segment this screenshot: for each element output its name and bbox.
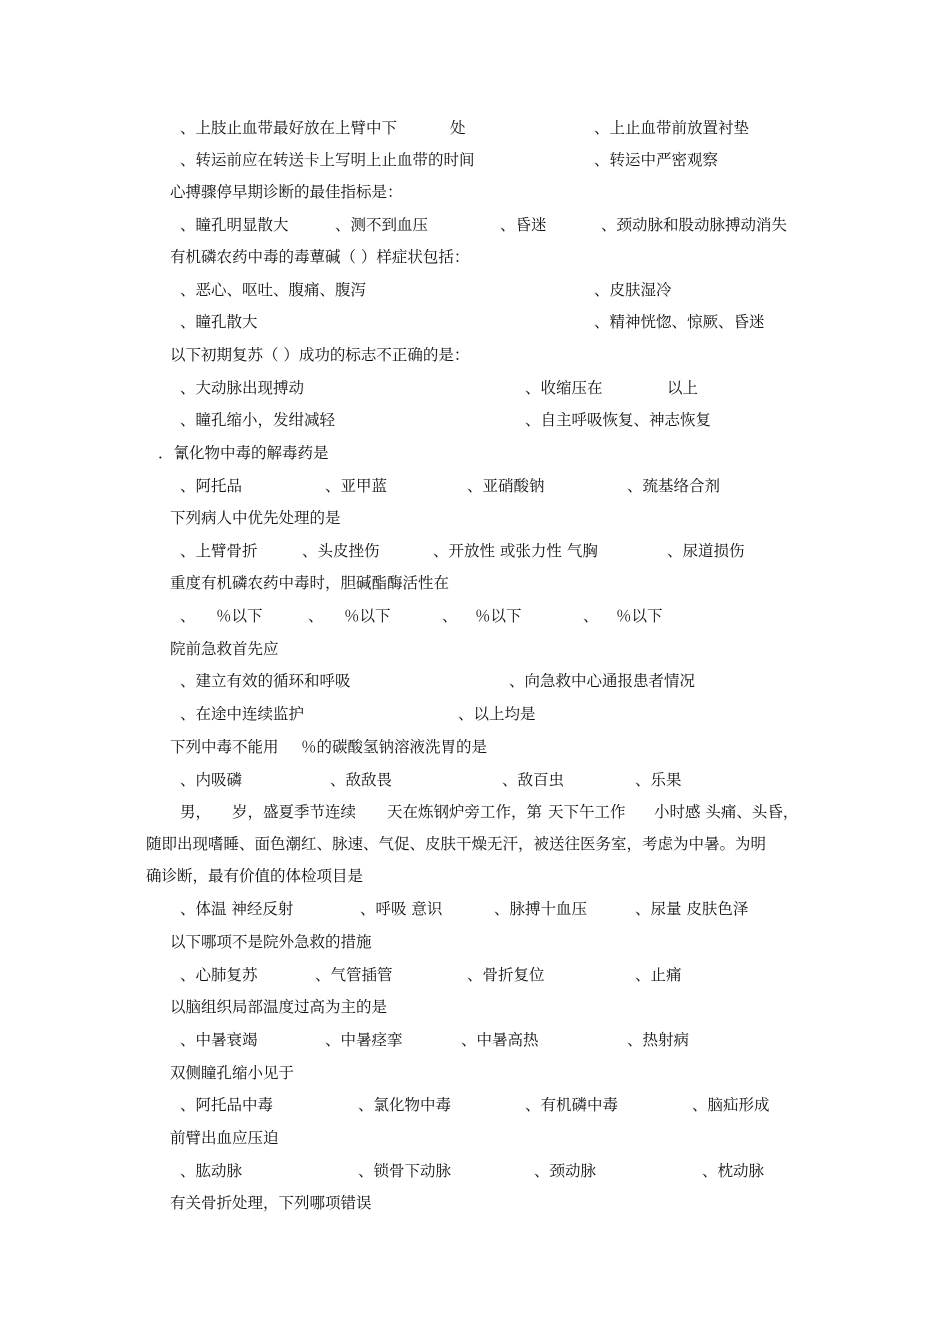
text-segment: 、中暑痉挛 [325, 1031, 403, 1049]
text-segment: 、中暑衰竭 [180, 1031, 258, 1049]
text-segment: 、大动脉出现搏动 [180, 379, 305, 397]
text-segment: 天下午工作 [548, 803, 626, 821]
text-segment: 、气管插管 [315, 966, 393, 984]
text-line [0, 572, 950, 594]
text-segment: 、有机磷中毒 [525, 1096, 619, 1114]
text-line [0, 865, 950, 887]
text-line [0, 377, 950, 399]
text-line [0, 344, 950, 366]
text-line [0, 833, 950, 855]
text-segment: 、肱动脉 [180, 1162, 243, 1180]
text-line [0, 409, 950, 431]
text-segment: ．氰化物中毒的解毒药是 [158, 444, 329, 462]
text-segment: 下列中毒不能用 [170, 738, 279, 756]
text-segment: 、在途中连续监护 [180, 705, 305, 723]
text-line [0, 605, 950, 627]
text-line [0, 1094, 950, 1116]
text-line [0, 1029, 950, 1051]
text-segment: 、乐果 [635, 771, 682, 789]
text-segment: 、阿托品中毒 [180, 1096, 274, 1114]
text-segment: 、瞳孔明显散大 [180, 216, 289, 234]
text-segment: 院前急救首先应 [170, 640, 279, 658]
text-line [0, 964, 950, 986]
text-segment: 下列病人中优先处理的是 [170, 509, 341, 527]
text-segment: 、 [308, 607, 324, 625]
text-segment: 、脑疝形成 [692, 1096, 770, 1114]
text-line [0, 475, 950, 497]
text-segment: 、精神恍惚、惊厥、昏迷 [594, 313, 765, 331]
text-segment: 、上肢止血带最好放在上臂中下 [180, 119, 398, 137]
text-segment: 随即出现嗜睡、面色潮红、脉速、气促、皮肤干燥无汗，被送往医务室，考虑为中暑。为明 [146, 835, 767, 853]
text-segment: 确诊断，最有价值的体检项目是 [146, 867, 364, 885]
text-line [0, 117, 950, 139]
text-segment: ％以下 [616, 607, 663, 625]
text-line [0, 311, 950, 333]
text-segment: 、上臂骨折 [180, 542, 258, 560]
text-segment: 、以上均是 [458, 705, 536, 723]
text-segment: 、昏迷 [500, 216, 547, 234]
text-segment: 、测不到血压 [335, 216, 429, 234]
text-segment: 前臂出血应压迫 [170, 1129, 279, 1147]
text-segment: 男， [180, 803, 212, 821]
text-segment: 、瞳孔缩小，发绀减轻 [180, 411, 336, 429]
text-line [0, 898, 950, 920]
text-segment: 、皮肤湿冷 [594, 281, 672, 299]
text-segment: 、瞳孔散大 [180, 313, 258, 331]
text-segment: 、骨折复位 [467, 966, 545, 984]
text-segment: 、敌百虫 [502, 771, 565, 789]
text-segment: 、尿量 皮肤色泽 [635, 900, 749, 918]
text-line [0, 149, 950, 171]
text-segment: 、氯化物中毒 [358, 1096, 452, 1114]
text-segment: 以脑组织局部温度过高为主的是 [170, 998, 388, 1016]
text-line [0, 1192, 950, 1214]
text-segment: 、恶心、呕吐、腹痛、腹泻 [180, 281, 367, 299]
text-segment: 、止痛 [635, 966, 682, 984]
text-segment: 、 [583, 607, 599, 625]
text-segment: 有机磷农药中毒的毒蕈碱（ ）样症状包括： [170, 248, 470, 266]
text-segment: 、颈动脉 [534, 1162, 597, 1180]
text-segment: 、尿道损伤 [667, 542, 745, 560]
text-segment: 、中暑高热 [461, 1031, 539, 1049]
text-line [0, 801, 950, 823]
text-segment: 、 [442, 607, 458, 625]
text-segment: 、敌敌畏 [330, 771, 393, 789]
text-segment: 、热射病 [627, 1031, 690, 1049]
text-line [0, 442, 950, 464]
text-segment: 、收缩压在 [525, 379, 603, 397]
text-line [0, 931, 950, 953]
text-segment: 、枕动脉 [702, 1162, 765, 1180]
text-line [0, 638, 950, 660]
text-line [0, 246, 950, 268]
text-segment: 岁，盛夏季节连续 [232, 803, 357, 821]
text-segment: 、转运前应在转送卡上写明上止血带的时间 [180, 151, 475, 169]
text-segment: 以下初期复苏（ ）成功的标志不正确的是： [170, 346, 470, 364]
text-segment: 、开放性 或张力性 气胸 [433, 542, 598, 560]
text-segment: 、向急救中心通报患者情况 [509, 672, 696, 690]
text-segment: 处 [450, 119, 466, 137]
text-segment: 双侧瞳孔缩小见于 [170, 1064, 295, 1082]
text-segment: 、颈动脉和股动脉搏动消失 [601, 216, 788, 234]
text-segment: 、亚甲蓝 [325, 477, 388, 495]
text-line [0, 507, 950, 529]
text-segment: 、锁骨下动脉 [358, 1162, 452, 1180]
text-segment: 、头皮挫伤 [302, 542, 380, 560]
text-line [0, 670, 950, 692]
text-segment: 以下哪项不是院外急救的措施 [170, 933, 372, 951]
text-line [0, 703, 950, 725]
text-segment: 以上 [667, 379, 699, 397]
text-segment: 、亚硝酸钠 [467, 477, 545, 495]
text-segment: 、巯基络合剂 [627, 477, 721, 495]
text-segment: 、阿托品 [180, 477, 243, 495]
text-segment: 、脉搏十血压 [494, 900, 588, 918]
text-segment: 有关骨折处理，下列哪项错误 [170, 1194, 372, 1212]
text-line [0, 1160, 950, 1182]
text-segment: 、 [180, 607, 196, 625]
text-line [0, 769, 950, 791]
text-line [0, 1062, 950, 1084]
text-segment: 、内吸磷 [180, 771, 243, 789]
text-segment: 、体温 神经反射 [180, 900, 294, 918]
text-segment: 小时感 头痛、头昏， [654, 803, 799, 821]
text-line [0, 214, 950, 236]
text-line [0, 736, 950, 758]
text-segment: ％以下 [216, 607, 263, 625]
text-segment: 心搏骤停早期诊断的最佳指标是： [170, 183, 403, 201]
text-segment: 、心肺复苏 [180, 966, 258, 984]
text-line [0, 1127, 950, 1149]
text-segment: 、自主呼吸恢复、神志恢复 [525, 411, 712, 429]
text-line [0, 181, 950, 203]
text-segment: ％以下 [344, 607, 391, 625]
text-line [0, 279, 950, 301]
text-segment: ％以下 [475, 607, 522, 625]
text-line [0, 996, 950, 1018]
text-line [0, 540, 950, 562]
text-segment: 天在炼钢炉旁工作，第 [387, 803, 543, 821]
text-segment: 、转运中严密观察 [594, 151, 719, 169]
text-segment: 重度有机磷农药中毒时，胆碱酯酶活性在 [170, 574, 450, 592]
text-segment: ％的碳酸氢钠溶液洗胃的是 [301, 738, 488, 756]
text-segment: 、建立有效的循环和呼吸 [180, 672, 351, 690]
text-segment: 、呼吸 意识 [360, 900, 443, 918]
text-segment: 、上止血带前放置衬垫 [594, 119, 750, 137]
